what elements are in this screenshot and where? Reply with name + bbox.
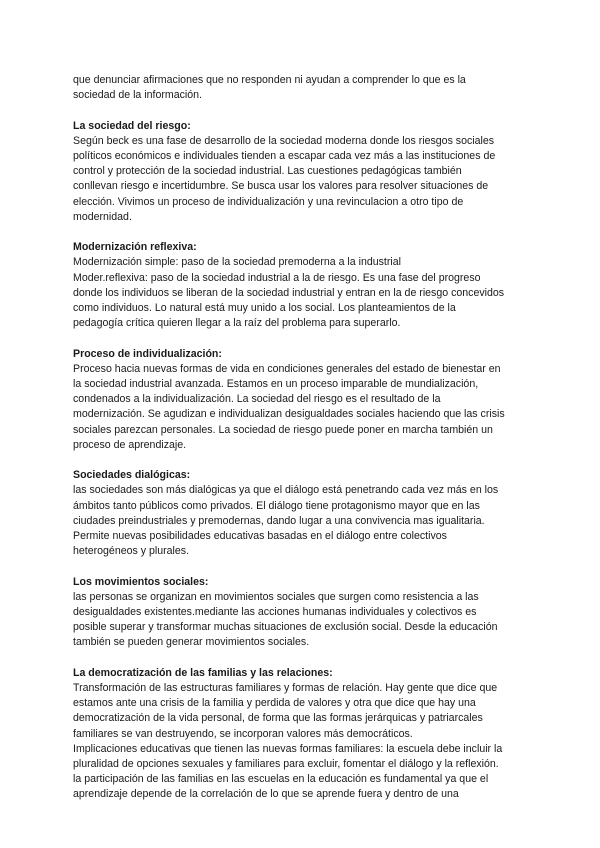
text-line: heterogéneos y plurales. xyxy=(73,545,190,558)
section-modernizacion-reflexiva xyxy=(73,240,525,331)
text-line: control y protección de la sociedad industrial. Las cuestiones pedagógicas también xyxy=(73,165,462,178)
section-heading: Modernización reflexiva: xyxy=(73,241,197,254)
section-sociedades-dialogicas xyxy=(73,468,525,559)
text-line: democratización de la vida personal, de forma que las formas jerárquicas y patriarcales xyxy=(73,712,483,725)
section-paragraph xyxy=(73,590,525,651)
text-line: las personas se organizan en movimientos sociales que surgen como resistencia a las xyxy=(73,590,479,603)
text-line: la participación de las familias en las escuelas en la educación es fundamental ya que el xyxy=(73,773,489,786)
text-line: elección. Vivimos un proceso de individualización y una revinculacion a otro tipo de xyxy=(73,195,464,208)
text-line: modernidad. xyxy=(73,210,132,223)
text-line: que denunciar afirmaciones que no responden ni ayudan a comprender lo que es la xyxy=(73,74,466,86)
text-line: familiares se van destruyendo, se incorporan valores más democráticos. xyxy=(73,727,413,740)
text-line: condenados a la individualización. La sociedad del riesgo es el resultado de la xyxy=(73,393,441,406)
document-body xyxy=(73,73,525,803)
text-line: ámbitos tanto públicos como privados. El diálogo tiene protagonismo mayor que en las xyxy=(73,499,480,512)
text-line: ciudades preindustriales y premodernas, dando lugar a una convivencia mas igualitaria. xyxy=(73,514,485,527)
text-line: Transformación de las estructuras familiares y formas de relación. Hay gente que dice que xyxy=(73,682,498,695)
text-line: Modernización simple: paso de la sociedad premoderna a la industrial xyxy=(73,256,402,269)
text-line: modernización. Se agudizan e individualizan desigualdades sociales haciendo que las crisis xyxy=(73,408,505,421)
text-line: Proceso hacia nuevas formas de vida en condiciones generales del estado de bienestar en xyxy=(73,362,501,375)
section-paragraph xyxy=(73,362,525,453)
text-line: Implicaciones educativas que tienen las nuevas formas familiares: la escuela debe incluir la xyxy=(73,742,503,755)
section-movimientos-sociales xyxy=(73,575,525,651)
section-paragraph xyxy=(73,483,525,559)
text-line: conllevan riesgo e incertidumbre. Se busca usar los valores para resolver situaciones de xyxy=(73,180,489,193)
text-line: sociales parezcan personales. La sociedad de riesgo puede poner en marcha también un xyxy=(73,423,493,436)
text-line: también se pueden generar movimientos sociales. xyxy=(73,636,310,649)
section-heading: Proceso de individualización: xyxy=(73,347,222,360)
text-line: sociedad de la información. xyxy=(73,89,202,102)
text-line: pedagogía crítica quieren llegar a la raíz del problema para superarlo. xyxy=(73,317,401,330)
section-heading: Sociedades dialógicas: xyxy=(73,469,191,482)
text-line: políticos económicos e individuales tienden a escapar cada vez más a las instituciones de xyxy=(73,150,496,162)
text-line: Permite nuevas posibilidades educativas basadas en el diálogo entre colectivos xyxy=(73,530,447,543)
text-line: donde los individuos se liberan de la sociedad industrial y entran en la de riesgo concevidos xyxy=(73,286,505,299)
section-democratizacion-familias xyxy=(73,666,525,803)
section-paragraph xyxy=(73,681,525,803)
text-line: estamos ante una crisis de la familia y perdida de valores y otra que dice que hay una xyxy=(73,697,476,710)
section-heading: La sociedad del riesgo: xyxy=(73,119,191,132)
text-line: pluralidad de opciones sexuales y familiares para excluir, fomentar el diálogo y la reflexión. xyxy=(73,758,499,771)
text-line: desigualdades existentes.mediante las acciones humanas individuales y colectivos es xyxy=(73,606,477,619)
section-proceso-individualizacion xyxy=(73,347,525,453)
text-line: como individuos. Lo natural está muy unido a los social. Los planteamientos de la xyxy=(73,302,456,315)
section-sociedad-riesgo xyxy=(73,119,525,225)
section-paragraph xyxy=(73,255,525,331)
intro-paragraph xyxy=(73,73,525,103)
text-line: la sociedad industrial avanzada. Estamos en un proceso imparable de mundialización, xyxy=(73,378,479,391)
text-line: las sociedades son más dialógicas ya que el diálogo está penetrando cada vez más en los xyxy=(73,484,499,497)
text-line: proceso de aprendizaje. xyxy=(73,438,187,451)
text-line: posible superar y transformar muchas situaciones de exclusión social. Desde la educación xyxy=(73,621,498,634)
section-heading: Los movimientos sociales: xyxy=(73,575,209,588)
text-line: aprendizaje depende de la correlación de lo que se aprende fuera y dentro de una xyxy=(73,788,459,801)
text-line: Moder.reflexiva: paso de la sociedad industrial a la de riesgo. Es una fase del progreso xyxy=(73,271,481,284)
section-heading: La democratización de las familias y las relaciones: xyxy=(73,666,333,679)
text-line: Según beck es una fase de desarrollo de la sociedad moderna donde los riesgos sociales xyxy=(73,134,495,147)
section-paragraph xyxy=(73,134,525,225)
